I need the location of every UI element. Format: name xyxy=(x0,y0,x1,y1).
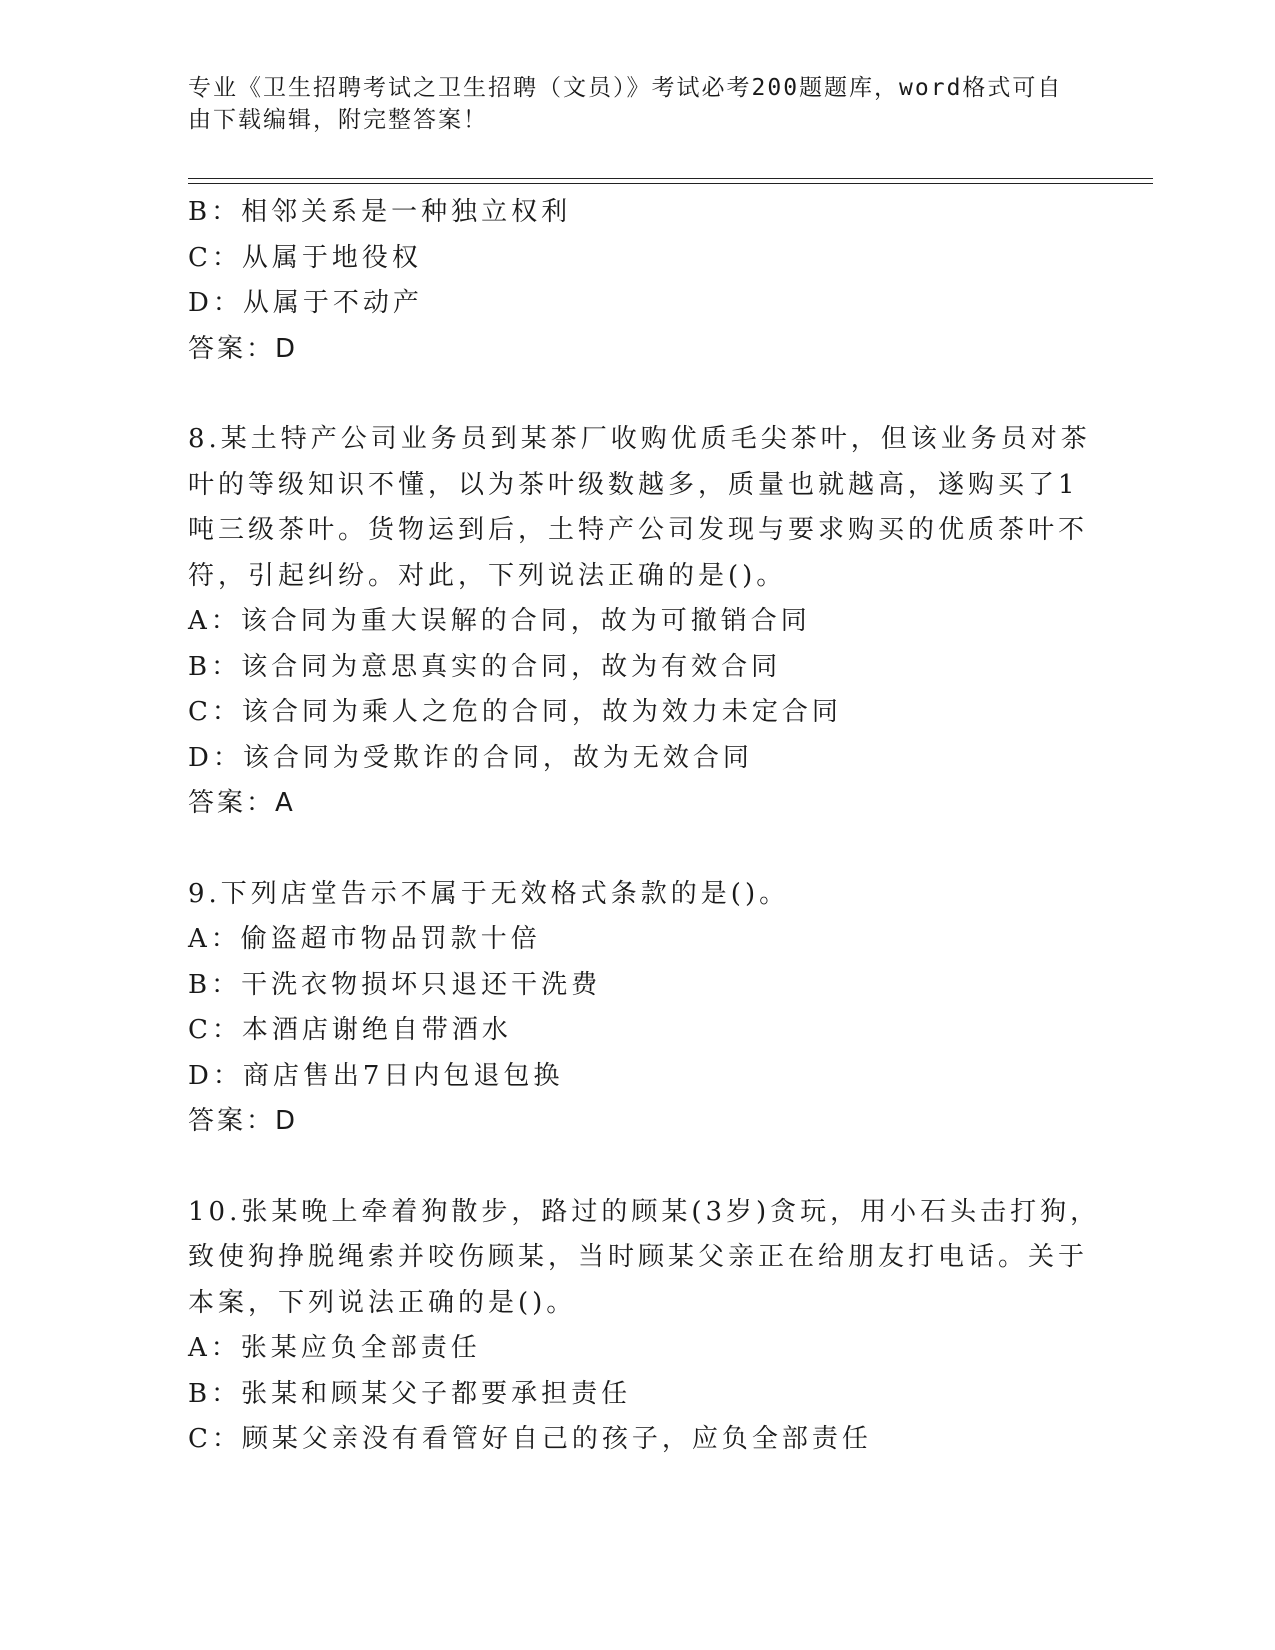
spacer xyxy=(188,827,1078,872)
option-d: D：从属于不动产 xyxy=(188,288,423,318)
option-d: D：商店售出7日内包退包换 xyxy=(188,1060,564,1091)
answer: 答案：A xyxy=(188,788,296,818)
document-body xyxy=(188,190,1101,1463)
question-7-tail xyxy=(188,190,1078,372)
spacer xyxy=(188,1145,1078,1190)
option-b: B：该合同为意思真实的合同，故为有效合同 xyxy=(188,651,782,682)
option-c: C：顾某父亲没有看管好自己的孩子，应负全部责任 xyxy=(188,1424,872,1454)
header-divider-top xyxy=(188,178,1153,179)
question-stem-line: 符，引起纠纷。对此，下列说法正确的是()。 xyxy=(188,560,787,591)
question-stem-line: 9.下列店堂告示不属于无效格式条款的是()。 xyxy=(188,878,790,909)
question-9 xyxy=(188,872,1078,1145)
question-stem-line: 本案，下列说法正确的是()。 xyxy=(188,1287,577,1318)
option-c: C：该合同为乘人之危的合同，故为效力未定合同 xyxy=(188,697,842,727)
question-8 xyxy=(188,417,1091,827)
option-b: B：相邻关系是一种独立权利 xyxy=(188,197,572,227)
question-stem-line: 吨三级茶叶。货物运到后，土特产公司发现与要求购买的优质茶叶不 xyxy=(188,515,1089,545)
question-stem-line: 致使狗挣脱绳索并咬伤顾某，当时顾某父亲正在给朋友打电话。关于 xyxy=(188,1242,1089,1272)
option-d: D：该合同为受欺诈的合同，故为无效合同 xyxy=(188,742,753,773)
header-divider-bottom xyxy=(188,183,1153,184)
question-10 xyxy=(188,1190,1101,1463)
spacer xyxy=(188,372,1078,417)
option-c: C：从属于地役权 xyxy=(188,242,422,273)
question-stem-line: 10.张某晚上牵着狗散步，路过的顾某(3岁)贪玩，用小石头击打狗， xyxy=(188,1196,1101,1227)
question-stem-line: 8.某土特产公司业务员到某茶厂收购优质毛尖茶叶，但该业务员对茶 xyxy=(188,424,1091,454)
answer: 答案：D xyxy=(188,1106,299,1136)
answer: 答案：D xyxy=(188,333,299,364)
document-header: 专业《卫生招聘考试之卫生招聘（文员）》考试必考200题题库，word格式可自由下载编辑，附完整答案！ xyxy=(188,75,1063,133)
question-stem-line: 叶的等级知识不懂，以为茶叶级数越多，质量也就越高，遂购买了1 xyxy=(188,469,1079,500)
option-c: C：本酒店谢绝自带酒水 xyxy=(188,1015,512,1045)
option-a: A：该合同为重大误解的合同，故为可撤销合同 xyxy=(188,606,811,636)
option-b: B：干洗衣物损坏只退还干洗费 xyxy=(188,969,602,1000)
option-a: A：偷盗超市物品罚款十倍 xyxy=(188,924,541,954)
option-b: B：张某和顾某父子都要承担责任 xyxy=(188,1378,632,1409)
option-a: A：张某应负全部责任 xyxy=(188,1333,481,1363)
